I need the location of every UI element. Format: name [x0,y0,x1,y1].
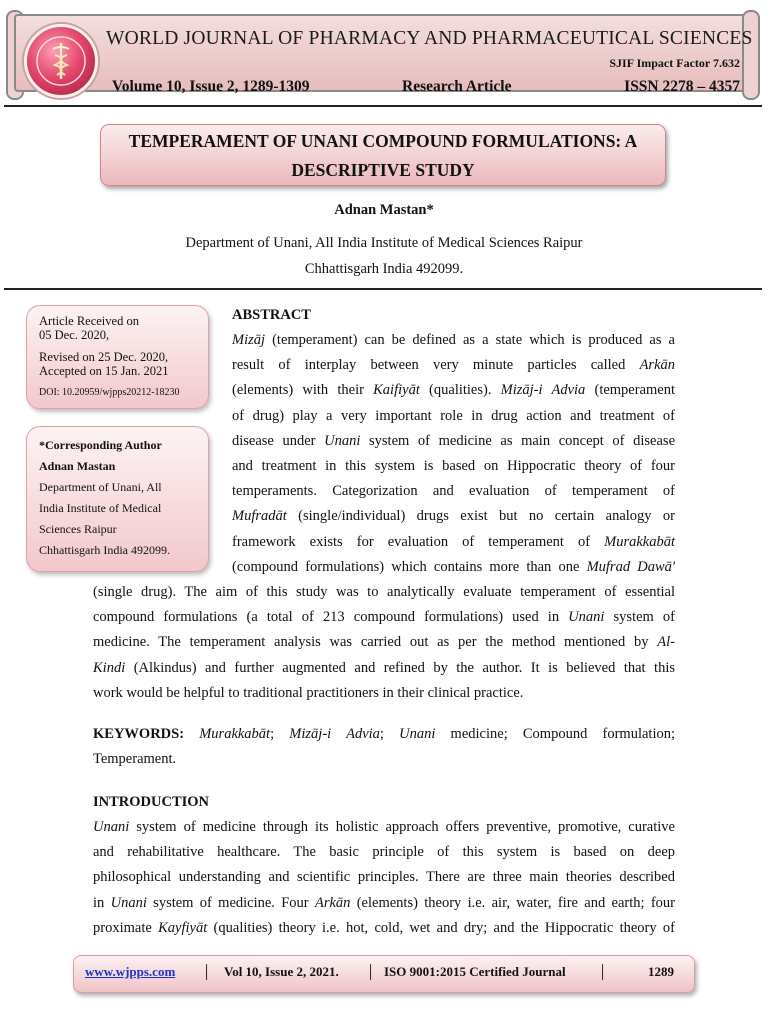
journal-logo-icon [24,24,98,98]
footer-issue: Vol 10, Issue 2, 2021. [224,964,339,979]
corresponding-line-3: Sciences Raipur [39,522,117,536]
journal-title: WORLD JOURNAL OF PHARMACY AND PHARMACEUTICAL SCIENCES [106,28,753,49]
introduction-line: and rehabilitative healthcare. The basic principle of this system is based on deep [93,844,675,861]
article-title-box [100,124,666,186]
abstract-line: medicine. The temperament analysis was carried out as per the method mentioned by Al- [93,634,675,651]
abstract-line: framework exists for evaluation of temperament of Murakkabāt [232,533,675,550]
abstract-line: temperaments. Categorization and evaluation of temperament of [232,483,675,500]
keywords-list: Murakkabāt; Mizāj-i Advia; Unani medicine; Compound formulation; [199,726,675,742]
footer-separator: │ [598,964,608,979]
keywords-line-2: Temperament. [93,751,177,768]
article-title-line-2: DESCRIPTIVE STUDY [291,160,475,180]
received-label: Article Received on [39,314,139,328]
abstract-line: of drug) play a very important role in drug action and treatment of [232,407,675,424]
header-divider [4,105,762,107]
footer-separator: │ [366,964,376,979]
affiliation-line-2: Chhattisgarh India 492099. [304,261,464,277]
journal-header-banner [6,10,760,98]
scroll-curl-right [742,10,760,100]
author-name: Adnan Mastan* [334,202,434,218]
introduction-line: Unani system of medicine through its holistic approach offers preventive, promotive, curative [93,819,675,835]
article-info-box [26,305,209,409]
corresponding-name: Adnan Mastan [39,459,116,473]
abstract-line: Mizāj (temperament) can be defined as a state which is produced as a [232,332,675,348]
footer-certification: ISO 9001:2015 Certified Journal [384,964,566,979]
abstract-line: Kindi (Alkindus) and further augmented and refined by the author. It is believed that this [93,659,675,676]
abstract-line: compound formulations (a total of 213 compound formulations) used in Unani system of [93,609,675,626]
impact-factor: SJIF Impact Factor 7.632 [609,56,740,70]
article-type: Research Article [402,78,512,95]
abstract-line: and treatment in this system is based on Hippocratic theory of four [232,458,675,475]
corresponding-line-2: India Institute of Medical [39,501,162,515]
abstract-line: (elements) with their Kaifiyāt (qualities). Mizāj-i Advia (temperament [232,382,676,399]
abstract-line: work would be helpful to traditional practitioners in their clinical practice. [93,684,524,701]
corresponding-line-4: Chhattisgarh India 492099. [39,543,170,557]
abstract-line: result of interplay between very minute particles called Arkān [232,357,675,374]
corresponding-author-box [26,426,209,572]
keywords [93,722,675,772]
page-footer [73,955,695,993]
article-title-line-1: TEMPERAMENT OF UNANI COMPOUND FORMULATIONS: A [128,131,638,151]
abstract-text-narrow [232,328,675,580]
introduction-line: proximate Kayfiyāt (qualities) theory i.e. hot, cold, wet and dry; and the Hippocratic theory of [93,919,675,936]
received-date: 05 Dec. 2020, [39,328,110,342]
introduction-heading: INTRODUCTION [93,794,210,810]
keywords-label: KEYWORDS: [93,726,185,742]
revised-date: Revised on 25 Dec. 2020, [39,350,169,364]
introduction-text [93,815,675,941]
corresponding-label: *Corresponding Author [39,438,162,452]
abstract-text-wide [93,580,675,706]
introduction-line: philosophical understanding and scientific principles. There are three main theories described [93,869,675,886]
abstract-line: (single drug). The aim of this study was to analytically evaluate temperament of essential [93,584,675,600]
introduction-line: in Unani system of medicine. Four Arkān (elements) theory i.e. air, water, fire and earth; four [93,894,676,911]
issn: ISSN 2278 – 4357 [624,78,740,95]
accepted-date: Accepted on 15 Jan. 2021 [39,364,169,378]
doi: DOI: 10.20959/wjpps20212-18230 [39,387,180,398]
website-link[interactable]: www.wjpps.com [85,964,176,979]
footer-separator: │ [202,964,212,979]
abstract-line: (compound formulations) which contains more than one Mufrad Dawā' [232,558,675,575]
page-number: 1289 [648,964,674,979]
section-divider [4,288,762,290]
volume-info: Volume 10, Issue 2, 1289-1309 [112,78,310,95]
abstract-line: disease under Unani system of medicine as main concept of disease [232,432,675,449]
abstract-heading: ABSTRACT [232,307,311,323]
abstract-line: Mufradāt (single/individual) drugs exist but no certain analogy or [232,508,675,525]
affiliation-line-1: Department of Unani, All India Institute of Medical Sciences Raipur [185,235,583,251]
corresponding-line-1: Department of Unani, All [39,480,162,494]
